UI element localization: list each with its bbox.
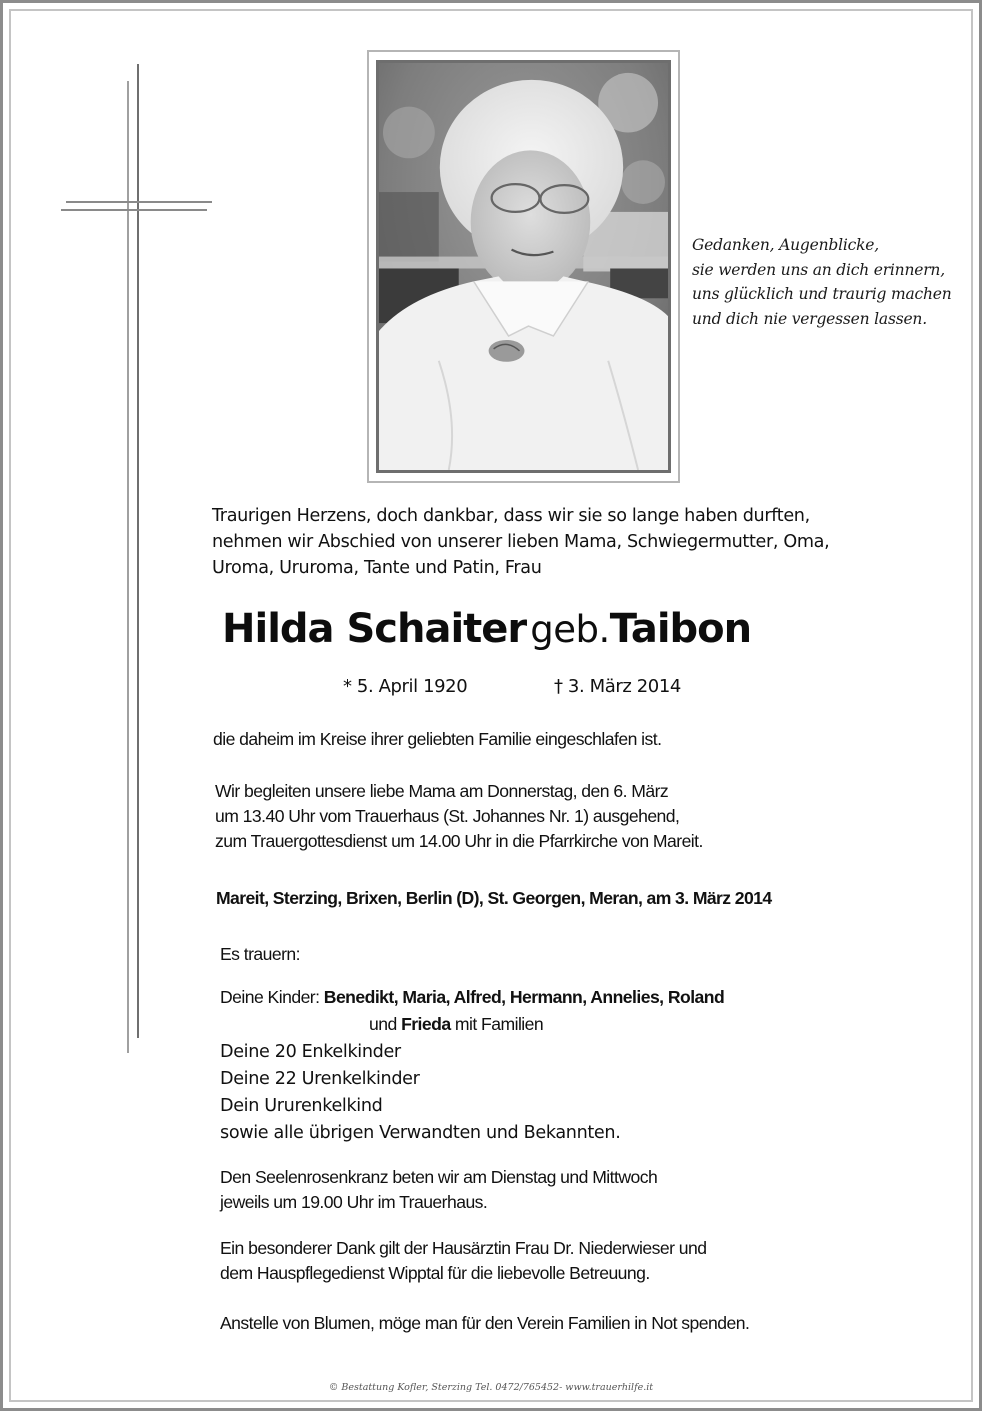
poem-line: uns glücklich und traurig machen <box>692 285 952 303</box>
funeral-line: Wir begleiten unsere liebe Mama am Donnerstag, den 6. März <box>215 781 669 801</box>
geb-label: geb. <box>530 608 610 651</box>
birth-date: * 5. April 1920 <box>343 676 468 697</box>
children-und: und <box>369 1014 397 1034</box>
funeral-line: zum Trauergottesdienst um 14.00 Uhr in die Pfarrkirche von Mareit. <box>215 831 703 851</box>
children-names: Benedikt, Maria, Alfred, Hermann, Annelies, Roland <box>323 987 725 1007</box>
mourner-line: Deine 20 Enkelkinder <box>220 1042 401 1062</box>
death-date: † 3. März 2014 <box>554 676 681 697</box>
thanks-line: dem Hauspflegedienst Wipptal für die liebevolle Betreuung. <box>220 1263 650 1283</box>
deceased-maiden-name: Taibon <box>609 606 752 652</box>
rosary-paragraph <box>220 1165 657 1215</box>
children-line <box>220 985 724 1010</box>
portrait-frame <box>367 50 680 483</box>
thanks-paragraph <box>220 1236 706 1286</box>
intro-line: Traurigen Herzens, doch dankbar, dass wir sie so lange haben durften, <box>212 506 810 526</box>
mourner-line: Dein Ururenkelkind <box>220 1096 383 1116</box>
rosary-line: jeweils um 19.00 Uhr im Trauerhaus. <box>220 1192 488 1212</box>
poem-line: Gedanken, Augenblicke, <box>692 236 879 254</box>
portrait-photo <box>376 60 671 473</box>
cross-horizontal-bottom <box>61 209 207 211</box>
memorial-poem <box>692 233 972 331</box>
children-label: Deine Kinder: <box>220 987 320 1007</box>
intro-line: Uroma, Ururoma, Tante und Patin, Frau <box>212 558 542 578</box>
footer-credit: © Bestattung Kofler, Sterzing Tel. 0472/765452- www.trauerhilfe.it <box>328 1382 654 1393</box>
funeral-line: um 13.40 Uhr vom Trauerhaus (St. Johannes Nr. 1) ausgehend, <box>215 806 680 826</box>
passing-text: die daheim im Kreise ihrer geliebten Familie eingeschlafen ist. <box>213 729 662 749</box>
mourners-heading: Es trauern: <box>220 944 301 964</box>
children-last: Frieda <box>401 1014 451 1034</box>
poem-line: und dich nie vergessen lassen. <box>692 309 927 328</box>
mourners-list <box>220 1039 620 1147</box>
mourner-line: sowie alle übrigen Verwandten und Bekannten. <box>220 1123 621 1143</box>
rosary-line: Den Seelenrosenkranz beten wir am Dienstag und Mittwoch <box>220 1167 658 1187</box>
cross-vertical-left <box>127 81 129 1053</box>
deceased-name <box>222 606 751 652</box>
intro-paragraph <box>212 503 829 581</box>
cross-horizontal-top <box>66 201 212 203</box>
place-and-date: Mareit, Sterzing, Brixen, Berlin (D), St. Georgen, Meran, am 3. März 2014 <box>216 888 772 908</box>
poem-line: sie werden uns an dich erinnern, <box>692 260 945 279</box>
portrait-image <box>379 63 668 470</box>
deceased-first-name: Hilda Schaiter <box>222 606 527 652</box>
thanks-line: Ein besonderer Dank gilt der Hausärztin Frau Dr. Niederwieser und <box>220 1238 707 1258</box>
funeral-paragraph <box>215 779 703 854</box>
children-suffix: mit Familien <box>454 1014 544 1034</box>
mourner-line: Deine 22 Urenkelkinder <box>220 1069 420 1089</box>
intro-line: nehmen wir Abschied von unserer lieben Mama, Schwiegermutter, Oma, <box>212 532 830 552</box>
donation-text: Anstelle von Blumen, möge man für den Verein Familien in Not spenden. <box>220 1313 750 1333</box>
children-line-2 <box>369 1012 543 1037</box>
